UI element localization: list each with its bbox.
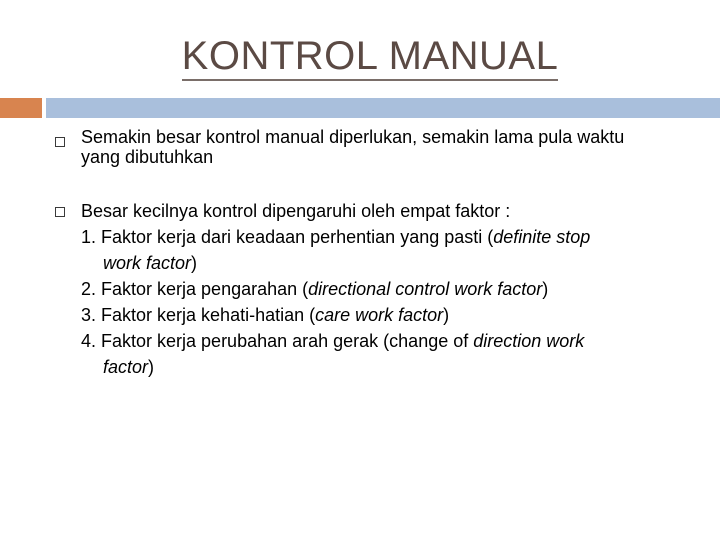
factor-item-4-text: 4. Faktor kerja perubahan arah gerak (change of — [81, 331, 474, 351]
factor-item-1-close: ) — [191, 253, 198, 273]
bullet-2-intro: Besar kecilnya kontrol dipengaruhi oleh empat faktor : — [81, 201, 511, 221]
factor-item-1-cont — [103, 250, 197, 276]
factor-item-1-italic: definite stop — [493, 227, 591, 247]
factor-item-4-close: ) — [148, 357, 155, 377]
factor-item-4-italic-cont: factor — [103, 357, 149, 377]
factor-item-3-italic: care work factor — [315, 305, 444, 325]
factor-item-1 — [81, 224, 590, 250]
bullet-1-line-1: Semakin besar kontrol manual diperlukan, semakin lama pula waktu — [81, 127, 625, 147]
factor-item-2-italic: directional control work factor — [308, 279, 543, 299]
factor-item-1-italic-cont: work factor — [103, 253, 192, 273]
factor-item-2 — [81, 276, 548, 302]
factor-item-2-text: 2. Faktor kerja pengarahan ( — [81, 279, 309, 299]
factor-item-4-italic: direction work — [473, 331, 585, 351]
hollow-square-bullet-icon — [55, 137, 65, 147]
hollow-square-bullet-icon — [55, 207, 65, 217]
factor-item-4 — [81, 328, 584, 354]
factor-item-2-close: ) — [542, 279, 549, 299]
bullet-1-line-2: yang dibutuhkan — [81, 147, 214, 167]
factor-item-3-close: ) — [443, 305, 450, 325]
factor-item-3-text: 3. Faktor kerja kehati-hatian ( — [81, 305, 316, 325]
slide-title: KONTROL MANUAL — [182, 33, 559, 81]
factor-item-4-cont — [103, 354, 154, 380]
factor-item-1-text: 1. Faktor kerja dari keadaan perhentian yang pasti ( — [81, 227, 494, 247]
factor-item-3 — [81, 302, 449, 328]
